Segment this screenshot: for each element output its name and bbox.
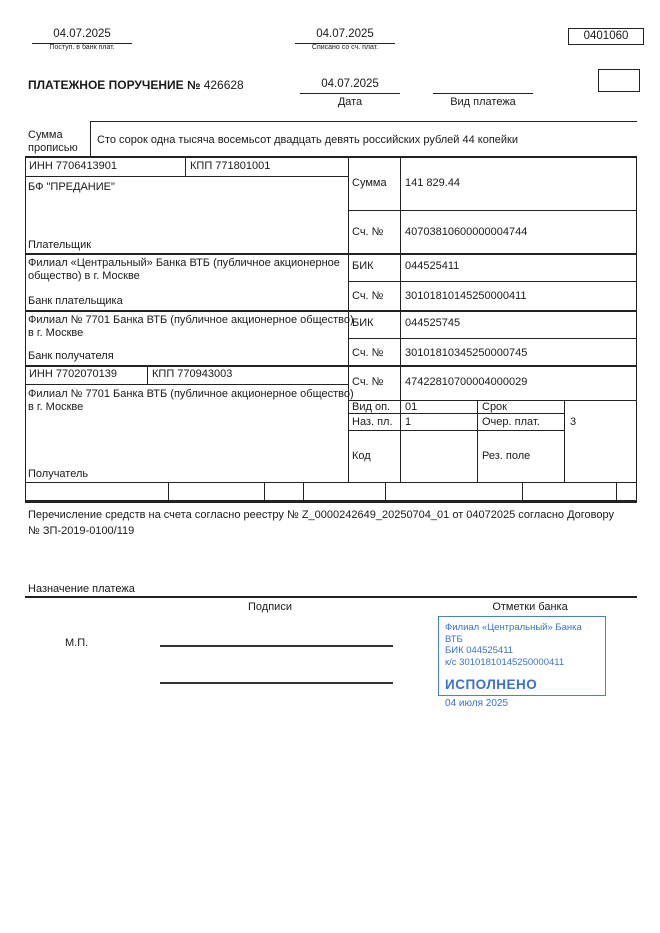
payee-account-value: 47422810700004000029	[405, 376, 528, 388]
payee-bank-label: Банк получателя	[28, 350, 114, 362]
signatures-header: Подписи	[248, 601, 292, 613]
payer-account-value: 40703810600000004744	[405, 226, 528, 238]
doc-title: ПЛАТЕЖНОЕ ПОРУЧЕНИЕ №	[28, 78, 201, 92]
payment-type-value	[433, 77, 533, 94]
table-line	[25, 482, 637, 483]
table-line	[147, 366, 148, 384]
table-line	[25, 310, 637, 312]
code-label: Код	[352, 450, 371, 462]
table-line	[385, 483, 386, 500]
payer-bank-bik: 044525411	[405, 260, 460, 272]
payer-bank-bik-label: БИК	[352, 260, 374, 272]
table-line	[25, 156, 26, 501]
doc-date-value: 04.07.2025	[300, 77, 400, 94]
priority-label: Очер. плат.	[482, 416, 540, 428]
amount-words-text: Сто сорок одна тысяча восемьсот двадцать девять российских рублей 44 копейки	[97, 134, 519, 146]
doc-date-field	[300, 77, 400, 109]
stamp-status: ИСПОЛНЕНО	[445, 677, 538, 692]
table-line	[25, 384, 348, 385]
payee-label: Получатель	[28, 468, 89, 480]
payee-bank-name: Филиал № 7701 Банка ВТБ (публичное акционерное общество) в г. Москве	[28, 314, 354, 339]
table-line	[25, 253, 637, 255]
table-line	[25, 596, 637, 598]
date-debited-caption: Списано со сч. плат.	[311, 44, 379, 51]
date-debited-value: 04.07.2025	[295, 27, 395, 44]
table-line	[400, 156, 401, 483]
date-received-field	[32, 27, 132, 52]
payer-account-label: Сч. №	[352, 226, 384, 238]
payment-type-label: Вид платежа	[450, 96, 516, 108]
payment-type-field	[433, 77, 533, 109]
payer-kpp: КПП 771801001	[190, 160, 271, 172]
stamp-date: 04 июля 2025	[445, 697, 509, 709]
table-line	[185, 157, 186, 176]
payer-bank-name: Филиал «Центральный» Банка ВТБ (публичное акционерное общество) в г. Москве	[28, 257, 340, 282]
table-line	[25, 500, 637, 503]
date-received-caption: Поступ. в банк плат.	[49, 44, 115, 51]
table-line	[348, 430, 564, 431]
reserve-field-label: Рез. поле	[482, 450, 531, 462]
table-line	[168, 483, 169, 500]
purpose-text: Перечисление средств на счета согласно реестру № Z_0000242649_20250704_01 от 04072025 согласно Договору № ЗП-2019-0100/119	[28, 509, 614, 537]
payee-name: Филиал № 7701 Банка ВТБ (публичное акционерное общество) в г. Москве	[28, 388, 354, 413]
bank-marks-header: Отметки банка	[492, 601, 568, 613]
stamp-corr-account: к/с 30101810145250000411	[445, 656, 565, 668]
payer-bank-acc: 30101810145250000411	[405, 290, 527, 302]
payer-bank-label: Банк плательщика	[28, 295, 123, 307]
payer-bank-acc-label: Сч. №	[352, 290, 384, 302]
payer-name: БФ "ПРЕДАНИЕ"	[28, 181, 115, 193]
form-code: 0401060	[583, 30, 629, 42]
payment-purpose-code-value: 1	[405, 416, 412, 428]
table-line	[348, 281, 637, 282]
priority-value: 3	[570, 416, 577, 428]
form-code-box	[568, 28, 644, 45]
stamp-place-label: М.П.	[65, 637, 89, 649]
table-line	[348, 210, 637, 211]
table-line	[477, 400, 478, 483]
purpose-label: Назначение платежа	[28, 583, 135, 595]
op-type-label: Вид оп.	[352, 401, 391, 413]
payment-type-box	[598, 69, 640, 92]
amount-value: 141 829.44	[405, 177, 461, 189]
date-debited-field	[295, 27, 395, 52]
signature-line	[160, 682, 393, 684]
date-received-value: 04.07.2025	[32, 27, 132, 44]
table-line	[25, 365, 637, 367]
payee-bank-bik: 044525745	[405, 317, 461, 329]
doc-number: 426628	[203, 78, 244, 92]
doc-title-row	[28, 79, 244, 92]
stamp-bik: БИК 044525411	[445, 645, 514, 656]
stamp-bank-name: Филиал «Центральный» Банка ВТБ	[445, 622, 582, 645]
table-line	[303, 483, 304, 500]
table-line	[564, 400, 565, 483]
payee-account-label: Сч. №	[352, 376, 384, 388]
table-line	[25, 176, 348, 177]
payment-purpose-code-label: Наз. пл.	[352, 416, 393, 428]
table-line	[522, 483, 523, 500]
table-line	[264, 483, 265, 500]
amount-words-label: Сумма прописью	[28, 129, 78, 154]
signature-line	[160, 645, 393, 647]
table-line	[90, 121, 91, 157]
amount-label: Сумма	[352, 177, 387, 189]
payer-label: Плательщик	[28, 239, 92, 251]
op-type-value: 01	[405, 401, 418, 413]
table-line	[90, 121, 637, 122]
payee-bank-bik-label: БИК	[352, 317, 374, 329]
table-line	[348, 338, 637, 339]
payee-bank-acc-label: Сч. №	[352, 347, 384, 359]
term-label: Срок	[482, 401, 507, 413]
doc-date-label: Дата	[337, 96, 363, 108]
table-line	[25, 156, 637, 158]
table-line	[636, 156, 637, 501]
table-line	[616, 483, 617, 500]
payee-bank-acc: 30101810345250000745	[405, 347, 528, 359]
payee-inn: ИНН 7702070139	[29, 368, 118, 380]
payee-kpp: КПП 770943003	[152, 368, 233, 380]
payer-inn: ИНН 7706413901	[29, 160, 118, 172]
bank-stamp	[438, 616, 606, 709]
